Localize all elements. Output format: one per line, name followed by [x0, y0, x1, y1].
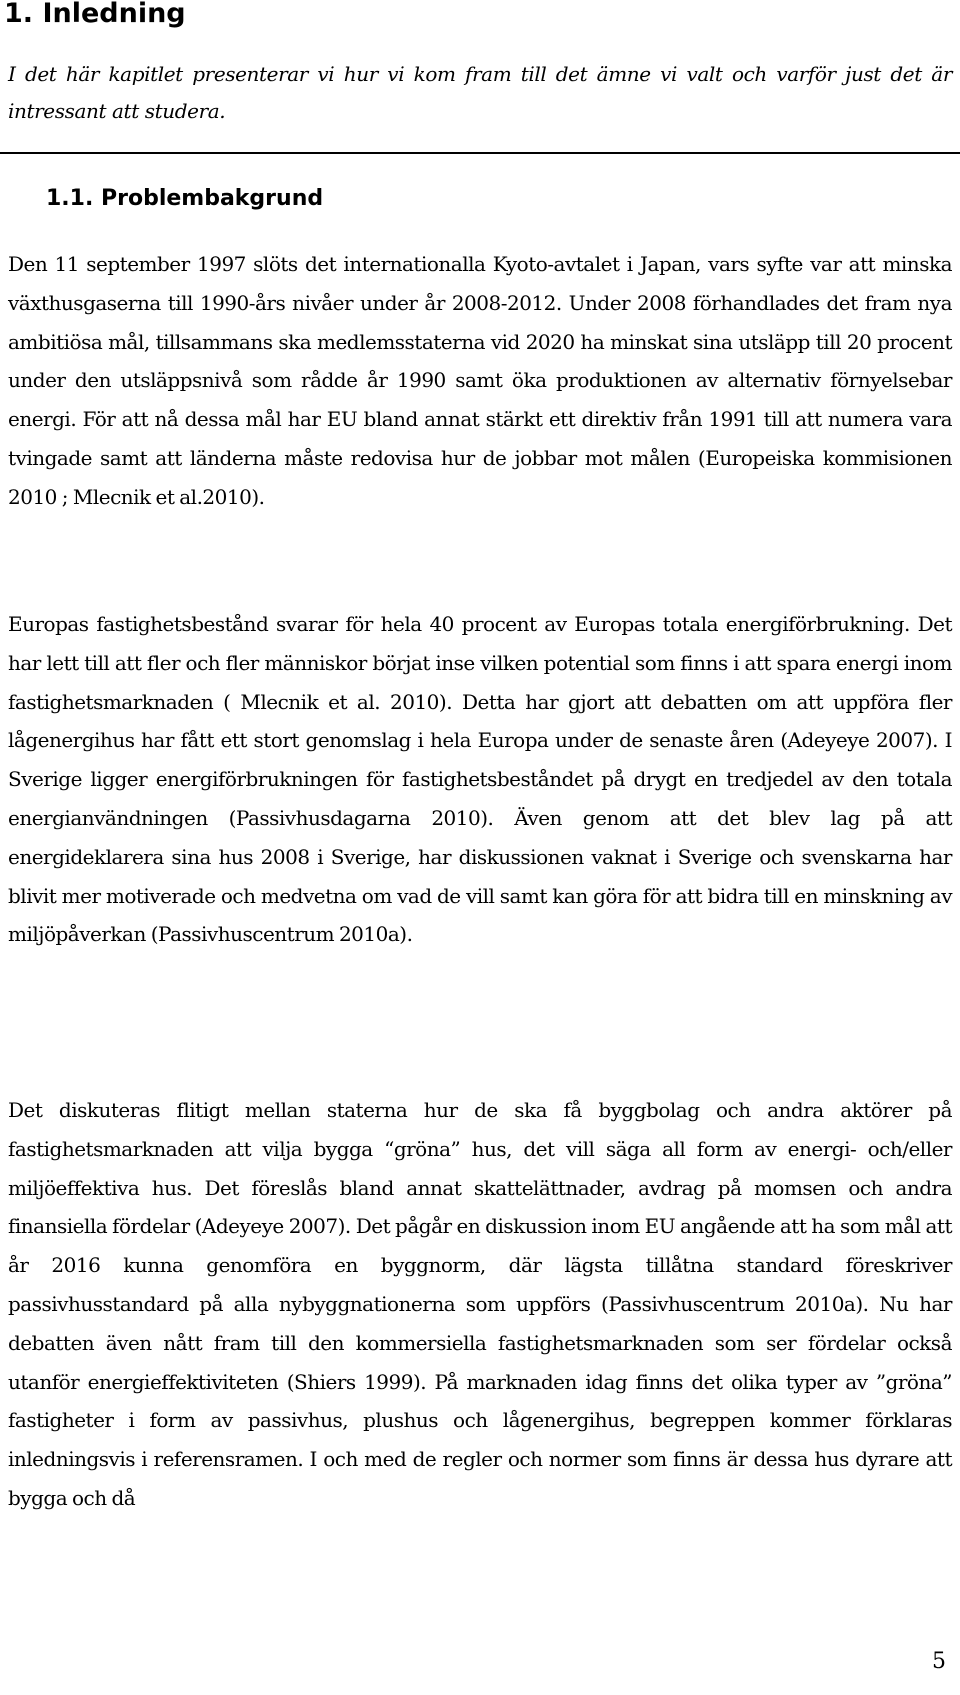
body-paragraph: Det diskuteras flitigt mellan staterna hur de ska få byggbolag och andra aktörer på fastighetsmarknaden att vilja bygga “gröna” hus, det vill säga all form av energi- och/eller miljöeffektiva hus. Det föreslås bland annat skattelättnader, avdrag på momsen och andra finansiella fördelar (Adeyeye 2007). Det pågår en diskussion inom EU angående att ha som mål att år 2016 kunna genomföra en byggnorm, där lägsta tillåtna standard föreskriver passivhusstandard på alla nybyggnationerna som uppförs (Passivhuscentrum 2010a). Nu har debatten även nått fram till den kommersiella fastighetsmarknaden som ser fördelar också utanför energieffektiviteten (Shiers 1999). På marknaden idag finns det olika typer av ”gröna” fastigheter i form av passivhus, plushus och lågenergihus, begreppen kommer förklaras inledningsvis i referensramen. I och med de regler och normer som finns är dessa hus dyrare att bygga och då [8, 1098, 952, 1510]
chapter-intro: I det här kapitlet presenterar vi hur vi kom fram till det ämne vi valt och varför just det är intressant att studera. [8, 62, 952, 123]
body-paragraph: Den 11 september 1997 slöts det internationalla Kyoto-avtalet i Japan, vars syfte var att minska växthusgaserna till 1990-års nivåer under år 2008-2012. Under 2008 förhandlades det fram nya ambitiösa mål, tillsammans ska medlemsstaterna vid 2020 ha minskat sina utsläpp till 20 procent under den utsläppsnivå som rådde år 1990 samt öka produktionen av alternativ förnyelsebar energi. För att nå dessa mål har EU bland annat stärkt ett direktiv från 1991 till att numera vara tvingade samt att länderna måste redovisa hur de jobbar mot målen (Europeiska kommisionen 2010 ; Mlecnik et al.2010). [8, 252, 952, 509]
chapter-title: 1. Inledning [4, 0, 186, 29]
section-title: 1.1. Problembakgrund [46, 186, 324, 211]
body-paragraph: Europas fastighetsbestånd svarar för hela 40 procent av Europas totala energiförbrukning. Det har lett till att fler och fler människor börjat inse vilken potential som finns i att spara energi inom fastighetsmarknaden ( Mlecnik et al. 2010). Detta har gjort att debatten om att uppföra fler lågenergihus har fått ett stort genomslag i hela Europa under de senaste åren (Adeyeye 2007). I Sverige ligger energiförbrukningen för fastighetsbeståndet på drygt en tredjedel av den totala energianvändningen (Passivhusdagarna 2010). Även genom att det blev lag på att energideklarera sina hus 2008 i Sverige, har diskussionen vaknat i Sverige och svenskarna har blivit mer motiverade och medvetna om vad de vill samt kan göra för att bidra till en minskning av miljöpåverkan (Passivhuscentrum 2010a). [8, 612, 952, 947]
page-number: 5 [932, 1649, 946, 1674]
section-divider [0, 152, 960, 154]
